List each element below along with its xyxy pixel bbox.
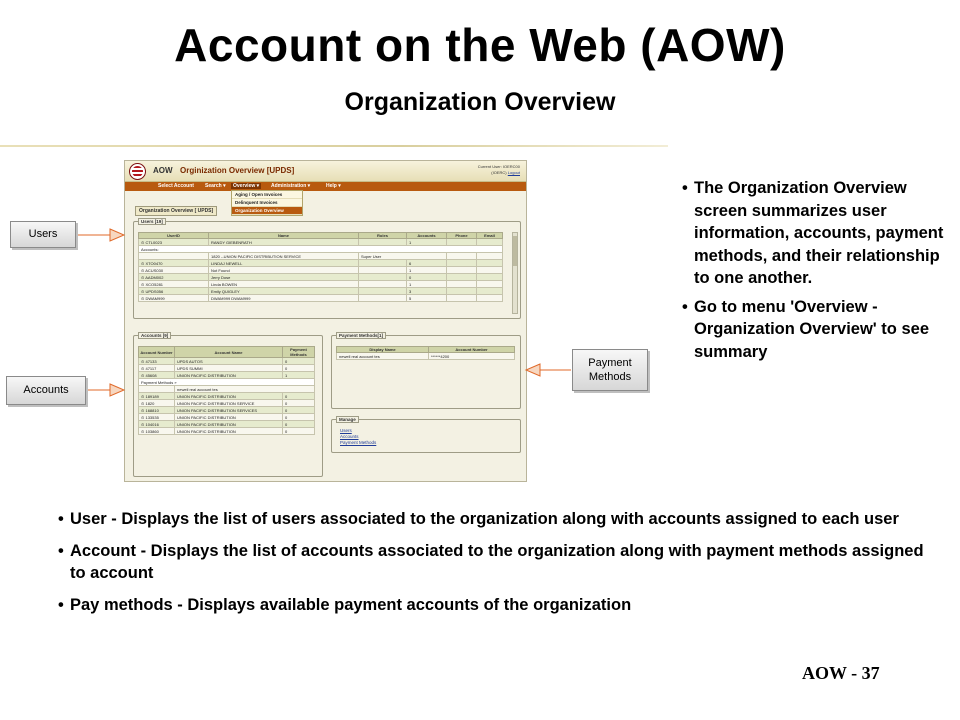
- table-row[interactable]: ⊙ UPDS056 Emily QUIGLEY 3: [139, 288, 503, 295]
- account-pm: 1: [283, 372, 315, 379]
- table-row[interactable]: ⊙ 189189 UNION PACIFIC DISTRIBUTION 0: [139, 393, 315, 400]
- account-sub-payment: newell real account tes: [175, 386, 315, 393]
- account-number: 168810: [145, 407, 159, 413]
- manage-panel-tag: Manage: [336, 416, 359, 423]
- dropdown-aging-open-invoices[interactable]: Aging / Open Invoices: [232, 191, 302, 199]
- user-sub-role: Super User: [359, 253, 447, 260]
- user-accounts: 5: [407, 295, 447, 302]
- user-name: Not Found: [209, 267, 359, 274]
- account-name: UNION PACIFIC DISTRIBUTION: [175, 428, 283, 435]
- manage-users-link[interactable]: Users: [340, 428, 352, 433]
- menu-search[interactable]: Search ▾: [205, 183, 226, 189]
- user-id: XCO5281: [145, 281, 164, 287]
- account-name: UPDS SUMMI: [175, 365, 283, 372]
- menu-help[interactable]: Help ▾: [326, 183, 341, 189]
- manage-payment-methods-link[interactable]: Payment Methods: [340, 440, 377, 445]
- bottom-bullet-item: [58, 594, 938, 617]
- payment-methods-table: [336, 346, 515, 360]
- user-name: LINDAJ NEWELL: [209, 260, 359, 267]
- account-name: UNION PACIFIC DISTRIBUTION SERVICE: [175, 400, 283, 407]
- account-name: UNION PACIFIC DISTRIBUTION SERVICES: [175, 407, 283, 414]
- bottom-bullet-text: Account - Displays the list of accounts associated to the organization along with payment methods assigned to account: [70, 541, 924, 582]
- bottom-bullet-text: Pay methods - Displays available payment accounts of the organization: [70, 595, 632, 614]
- col-userid[interactable]: UserID: [139, 233, 209, 239]
- account-pm: 0: [283, 400, 315, 407]
- account-number: 103860: [145, 428, 159, 434]
- table-row: [139, 246, 503, 253]
- right-bullet-item: [682, 177, 957, 290]
- manage-accounts-link[interactable]: Accounts: [340, 434, 359, 439]
- col-email[interactable]: Email: [477, 233, 503, 239]
- user-id: XTO0470: [145, 260, 163, 266]
- account-pm: 0: [283, 428, 315, 435]
- payment-methods-callout: Payment Methods: [572, 349, 648, 391]
- table-row[interactable]: ⊙ XTO0470 LINDAJ NEWELL 6: [139, 260, 503, 267]
- bottom-bullet-item: [58, 540, 938, 585]
- user-name: Jerry Dose: [209, 274, 359, 281]
- user-sub-account: 1820 --UNION PACIFIC DISTRIBUTION SERVICE: [209, 253, 359, 260]
- col-display-name[interactable]: Display Name: [337, 347, 429, 353]
- right-bullet-text: Go to menu 'Overview - Organization Overview' to see summary: [694, 297, 929, 361]
- payment-display-name: newell real account tes: [337, 353, 429, 360]
- current-user-info: [478, 164, 520, 176]
- table-row[interactable]: ⊙ 133535 UNION PACIFIC DISTRIBUTION 0: [139, 414, 315, 421]
- user-id: CTL0023: [145, 239, 162, 245]
- user-accounts: 3: [407, 288, 447, 295]
- title-divider: [0, 145, 668, 147]
- col-accounts[interactable]: Accounts: [407, 233, 447, 239]
- user-accounts: 6: [407, 260, 447, 267]
- menu-administration[interactable]: Administration ▾: [271, 183, 311, 189]
- account-pm: 0: [283, 407, 315, 414]
- current-user-line: Current User: IOERC00: [477, 164, 520, 169]
- scrollbar-thumb[interactable]: [513, 236, 517, 266]
- user-accounts: 1: [407, 267, 447, 274]
- table-row[interactable]: ⊙ AADM002 Jerry Dose 0: [139, 274, 503, 281]
- slide-subtitle: Organization Overview: [344, 88, 616, 116]
- manage-panel: [331, 419, 521, 453]
- table-row[interactable]: ⊙ 104016 UNION PACIFIC DISTRIBUTION 0: [139, 421, 315, 428]
- table-row[interactable]: ⊙ 47133 UPDS AUTOS 0: [139, 358, 315, 365]
- accounts-table: [138, 346, 315, 435]
- account-pm: 0: [283, 393, 315, 400]
- table-row[interactable]: ⊙ 103860 UNION PACIFIC DISTRIBUTION 0: [139, 428, 315, 435]
- col-payment-methods[interactable]: Payment Methods: [283, 347, 315, 358]
- user-name: Linda BOWEN: [209, 281, 359, 288]
- users-panel: [133, 221, 521, 319]
- slide-page-number: AOW - 37: [802, 663, 880, 683]
- account-pm: 0: [283, 365, 315, 372]
- account-pm: 0: [283, 358, 315, 365]
- users-panel-tag: Users [19]: [138, 218, 166, 225]
- account-name: UNION PACIFIC DISTRIBUTION: [175, 421, 283, 428]
- table-row[interactable]: ⊙ 45608 UNION PACIFIC DISTRIBUTION 1: [139, 372, 315, 379]
- accounts-sublabel: Accounts:: [139, 246, 503, 253]
- dropdown-delinquent-invoices[interactable]: Delinquent Invoices: [232, 199, 302, 207]
- main-menu: [125, 182, 526, 191]
- user-name: DWAM999 DWAM999: [209, 295, 359, 302]
- table-row[interactable]: ⊙ 168810 UNION PACIFIC DISTRIBUTION SERVICES 0: [139, 407, 315, 414]
- slide-title: Account on the Web (AOW): [174, 19, 786, 71]
- table-row: [139, 253, 503, 260]
- bullet-dot-icon: •: [682, 297, 688, 316]
- account-number: 1820: [145, 400, 155, 406]
- payment-methods-sublabel: Payment Methods »: [139, 379, 315, 386]
- col-phone[interactable]: Phone: [447, 233, 477, 239]
- account-number: 45608: [145, 372, 157, 378]
- table-row[interactable]: ⊙ CTL0023 RANDY GIEBENRATH 1: [139, 239, 503, 246]
- col-account-number[interactable]: Account Number: [139, 347, 175, 358]
- right-bullets: [682, 177, 957, 369]
- table-row: [139, 379, 315, 386]
- account-name: UNION PACIFIC DISTRIBUTION: [175, 414, 283, 421]
- account-name: UNION PACIFIC DISTRIBUTION: [175, 372, 283, 379]
- logout-link[interactable]: Logout: [507, 170, 520, 175]
- right-bullet-item: [682, 296, 957, 364]
- page-tab: Organization Overview [ UPDS]: [135, 206, 217, 216]
- payment-methods-panel-tag: Payment Methods[1]: [336, 332, 386, 339]
- col-account-name[interactable]: Account Name: [175, 347, 283, 358]
- account-pm: 0: [283, 421, 315, 428]
- accounts-arrow-head: [110, 384, 124, 396]
- payment-arrow-head: [526, 364, 540, 376]
- user-accounts: 1: [407, 239, 447, 246]
- user-id: AADM002: [145, 274, 164, 280]
- col-name[interactable]: Name: [209, 233, 359, 239]
- aow-screenshot: [124, 160, 527, 482]
- user-id: DWAM999: [145, 295, 165, 301]
- account-number: 47133: [145, 358, 157, 364]
- account-number: 133535: [145, 414, 159, 420]
- account-pm: 0: [283, 414, 315, 421]
- overview-dropdown: [231, 190, 303, 216]
- table-row[interactable]: ⊙ 47117 UPDS SUMMI 0: [139, 365, 315, 372]
- payment-account-number: ******4200: [429, 353, 515, 360]
- accounts-panel-tag: Accounts [9]: [138, 332, 171, 339]
- app-header: [125, 161, 526, 182]
- dropdown-organization-overview[interactable]: Organization Overview: [232, 207, 302, 215]
- accounts-callout: Accounts: [6, 376, 86, 405]
- table-row[interactable]: ⊙ XCO5281 Linda BOWEN 1: [139, 281, 503, 288]
- user-accounts: 1: [407, 281, 447, 288]
- bottom-bullet-text: User - Displays the list of users associated to the organization along with accounts assigned to each user: [70, 510, 899, 528]
- table-row[interactable]: [337, 353, 515, 360]
- bottom-bullet-item: [58, 508, 938, 531]
- screen-title: Orginization Overview [UPDS]: [180, 166, 295, 175]
- bottom-bullets: [58, 508, 938, 625]
- account-name: UPDS AUTOS: [175, 358, 283, 365]
- account-name: UNION PACIFIC DISTRIBUTION: [175, 393, 283, 400]
- payment-methods-panel: [331, 335, 521, 409]
- account-number: 104016: [145, 421, 159, 427]
- bullet-dot-icon: •: [58, 595, 64, 614]
- users-callout: Users: [10, 221, 76, 248]
- current-user-id: (IOERC): [491, 170, 507, 175]
- user-name: Emily QUIGLEY: [209, 288, 359, 295]
- table-row[interactable]: ⊙ DWAM999 DWAM999 DWAM999 5: [139, 295, 503, 302]
- table-row[interactable]: ⊙ ACUS030 Not Found 1: [139, 267, 503, 274]
- bullet-dot-icon: •: [58, 510, 64, 528]
- bullet-dot-icon: •: [58, 541, 64, 560]
- table-row[interactable]: ⊙ 1820 UNION PACIFIC DISTRIBUTION SERVICE 0: [139, 400, 315, 407]
- union-pacific-shield-icon: [129, 163, 146, 180]
- col-pm-account-number[interactable]: Account Number: [429, 347, 515, 353]
- user-accounts: 0: [407, 274, 447, 281]
- account-number: 189189: [145, 393, 159, 399]
- menu-overview[interactable]: Overview ▾: [233, 183, 260, 189]
- user-id: ACUS030: [145, 267, 164, 273]
- user-name: RANDY GIEBENRATH: [209, 239, 359, 246]
- users-arrow-head: [110, 229, 124, 241]
- app-name: AOW: [153, 166, 173, 175]
- user-id: UPDS056: [145, 288, 164, 294]
- menu-select-account[interactable]: Select Account: [158, 183, 194, 189]
- users-table: [138, 232, 503, 302]
- col-roles[interactable]: Roles: [359, 233, 407, 239]
- bullet-dot-icon: •: [682, 179, 688, 197]
- accounts-panel: [133, 335, 323, 477]
- right-bullet-text: The Organization Overview screen summarizes user information, accounts, payment methods, and their relationship to one another.: [694, 179, 944, 287]
- account-number: 47117: [145, 365, 157, 371]
- accounts-table-header: [139, 347, 315, 358]
- users-scrollbar[interactable]: [512, 232, 518, 314]
- table-row: [139, 386, 315, 393]
